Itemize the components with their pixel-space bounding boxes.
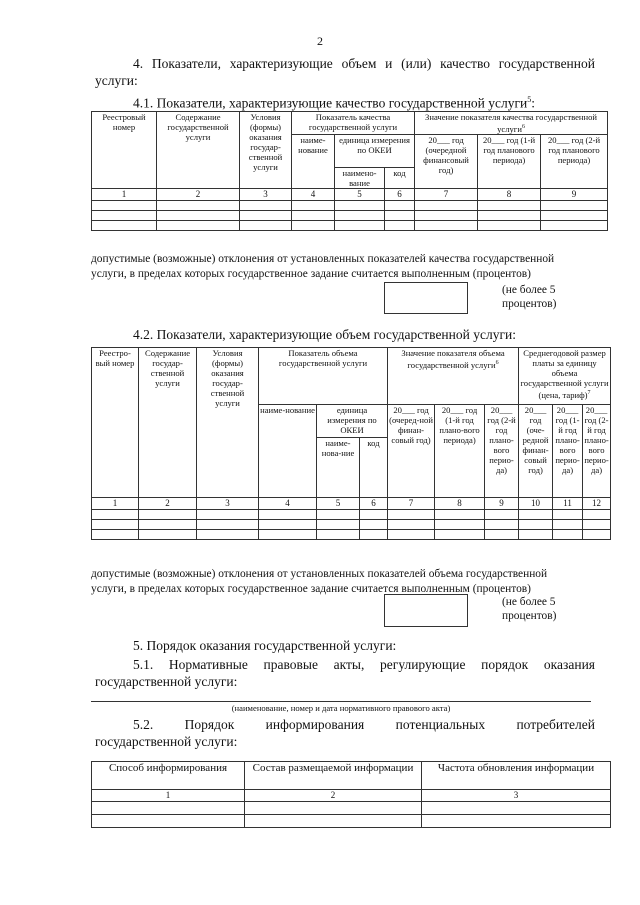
t2-header-unit: единица измерения по ОКЕИ	[317, 405, 388, 438]
table-row	[92, 815, 611, 828]
t3-header-composition: Состав размещаемой информации	[245, 762, 422, 790]
table-row	[92, 200, 608, 210]
table-row	[92, 530, 611, 540]
t2-header-unit-name: наиме-нова-ние	[317, 438, 360, 498]
t1-number-row: 1 2 3 4 5 6 7 8 9	[92, 188, 608, 200]
t2-header-fee3: 20___ год (2-й год плано-вого перио-да)	[583, 405, 611, 498]
t2-header-value: Значение показателя объема государственной услуги$^6$	[388, 348, 519, 405]
quality-indicators-table	[91, 111, 608, 231]
table-row	[92, 510, 611, 520]
act-caption: (наименование, номер и дата нормативного правового акта)	[231, 703, 451, 713]
t2-header-reg: Реестро-вый номер	[92, 348, 139, 498]
t1-header-unit-name: наимено-вание	[335, 167, 385, 188]
t1-header-code: код	[385, 167, 415, 188]
table-row	[92, 210, 608, 220]
t2-number-row: 1 2 3 4 5 6 7 8 9 10 11 12	[92, 498, 611, 510]
deviation-text-2: допустимые (возможные) отклонения от установленных показателей объема государственной услуги, в пределах которых государственное задание считается выполненным (процентов)	[91, 568, 548, 595]
t1-header-value: Значение показателя качества государственной услуги$^6$	[415, 112, 608, 135]
t2-header-code: код	[360, 438, 388, 498]
section41-heading: 4.1. Показатели, характеризующие качество государственной услуги$^5$:	[133, 95, 536, 111]
t1-header-name: наиме-нование	[292, 134, 335, 188]
t2-header-fee1: 20___ год (оче-редной финан-совый год)	[519, 405, 553, 498]
act-underline[interactable]	[91, 701, 591, 702]
table-row	[92, 220, 608, 230]
deviation-input-2[interactable]	[384, 594, 468, 627]
section51-line2: государственной услуги:	[95, 674, 238, 689]
t1-header-year3: 20___ год (2-й год планового периода)	[541, 134, 608, 188]
t2-header-content: Содержание государ-ственной услуги	[139, 348, 197, 498]
t3-header-method: Способ информирования	[92, 762, 245, 790]
t1-header-reg: Реестровый номер	[92, 112, 157, 189]
t1-header-indicator: Показатель качества государственной услуги	[292, 112, 415, 135]
section52-line1: 5.2. Порядок информирования потенциальных потребителей	[133, 717, 595, 732]
section5-title: 5. Порядок оказания государственной услуги:	[133, 638, 397, 653]
section51-line1: 5.1. Нормативные правовые акты, регулирующие порядок оказания	[133, 657, 595, 672]
section4-title-line1: 4. Показатели, характеризующие объем и (или) качество государственной	[133, 56, 595, 71]
page-number: 2	[317, 34, 323, 48]
section42-heading: 4.2. Показатели, характеризующие объем государственной услуги:	[133, 327, 516, 342]
t2-header-fee2: 20___ год (1-й год плано-вого перио-да)	[553, 405, 583, 498]
t2-header-conditions: Условия (формы) оказания государ-ственной услуги	[197, 348, 259, 498]
table-row	[92, 520, 611, 530]
deviation-limit-1: (не более 5 процентов)	[502, 284, 557, 310]
deviation-limit-2: (не более 5 процентов)	[502, 596, 557, 622]
volume-indicators-table	[91, 347, 611, 540]
t2-header-year1: 20___ год (очеред-ной финан-совый год)	[388, 405, 435, 498]
section52-line2: государственной услуги:	[95, 734, 238, 749]
t2-header-name: наиме-нование	[259, 405, 317, 498]
t1-header-unit: единица измерения по ОКЕИ	[335, 134, 415, 167]
t2-header-year3: 20___ год (2-й год плано-вого перио-да)	[485, 405, 519, 498]
table-row	[92, 802, 611, 815]
t2-header-year2: 20___ год (1-й год плано-вого периода)	[435, 405, 485, 498]
t3-header-frequency: Частота обновления информации	[422, 762, 611, 790]
t1-header-year1: 20___ год (очередной финансовый год)	[415, 134, 478, 188]
t2-header-fee: Среднегодовой размер платы за единицу объема государственной услуги (цена, тариф)$^7$	[519, 348, 611, 405]
t2-header-indicator: Показатель объема государственной услуги	[259, 348, 388, 405]
deviation-text-1: допустимые (возможные) отклонения от установленных показателей качества государственной услуги, в пределах которых государственное задание считается выполненным (процентов)	[91, 253, 555, 280]
section4-title-line2: услуги:	[95, 73, 138, 88]
t1-header-content: Содержание государственной услуги	[157, 112, 240, 189]
deviation-input-1[interactable]	[384, 282, 468, 314]
t3-number-row: 1 2 3	[92, 790, 611, 802]
information-table	[91, 761, 611, 828]
t1-header-year2: 20___ год (1-й год планового периода)	[478, 134, 541, 188]
t1-header-conditions: Условия (формы) оказания государ-ственной услуги	[240, 112, 292, 189]
